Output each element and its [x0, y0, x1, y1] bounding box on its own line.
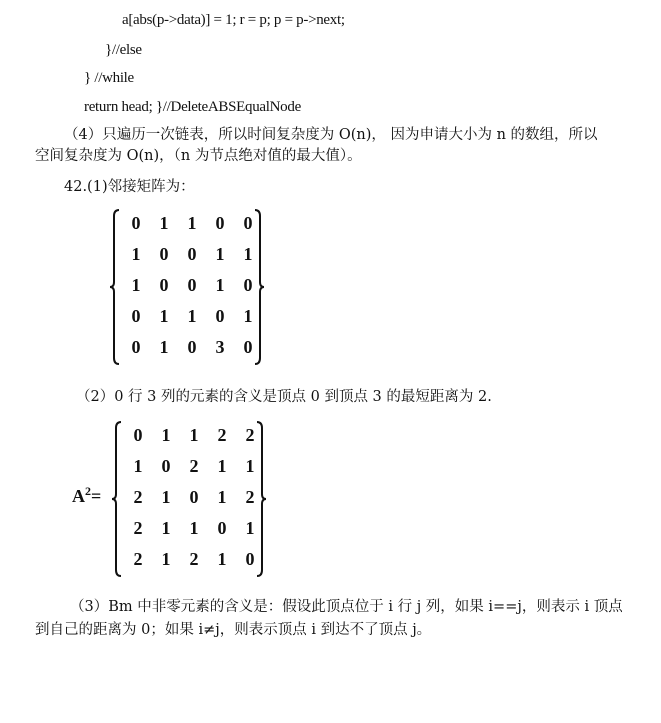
adjacency-matrix-cell-r1c3: 1 — [215, 244, 225, 264]
a-squared-matrix-cell-r0c1: 1 — [161, 425, 171, 445]
a-squared-matrix-cell-r1c2: 2 — [189, 456, 199, 476]
bm-meaning-paragraph-line2: 到自己的距离为 0；如果 i≠j，则表示顶点 i 到达不了顶点 j。 — [35, 622, 432, 638]
adjacency-matrix-cell-r3c4: 1 — [243, 306, 253, 326]
complexity-paragraph-line2: 空间复杂度为 O(n)，（n 为节点绝对值的最大值）。 — [35, 148, 362, 164]
element-meaning-paragraph: （2）0 行 3 列的元素的含义是顶点 0 到顶点 3 的最短距离为 2. — [76, 389, 492, 405]
a-squared-matrix-cell-r3c3: 0 — [217, 518, 227, 538]
a-squared-matrix — [112, 420, 266, 578]
a-squared-matrix-cell-r1c4: 1 — [245, 456, 255, 476]
a-squared-matrix-cell-r0c2: 1 — [189, 425, 199, 445]
adjacency-matrix-cell-r1c1: 0 — [159, 244, 169, 264]
question-42-heading: 42.(1)邻接矩阵为： — [64, 179, 195, 195]
adjacency-matrix-cell-r3c3: 0 — [215, 306, 225, 326]
adjacency-matrix-cell-r3c2: 1 — [187, 306, 197, 326]
a-squared-matrix-cell-r3c0: 2 — [133, 518, 143, 538]
a-squared-matrix-left-brace — [112, 422, 121, 576]
a-squared-label — [72, 484, 101, 507]
a-squared-base: A — [72, 486, 85, 506]
a-squared-matrix-cell-r2c4: 2 — [245, 487, 255, 507]
a-squared-matrix-cell-r4c4: 0 — [245, 549, 255, 569]
adjacency-matrix-cell-r4c1: 1 — [159, 337, 169, 357]
adjacency-matrix-cell-r0c4: 0 — [243, 213, 253, 233]
a-squared-matrix-cell-r0c4: 2 — [245, 425, 255, 445]
a-squared-matrix-cell-r2c3: 1 — [217, 487, 227, 507]
a-squared-matrix-cell-r4c2: 2 — [189, 549, 199, 569]
adjacency-matrix-cell-r2c2: 0 — [187, 275, 197, 295]
adjacency-matrix-cell-r4c2: 0 — [187, 337, 197, 357]
a-squared-matrix-cell-r0c0: 0 — [133, 425, 143, 445]
code-line-else-close: }//else — [105, 42, 142, 58]
adjacency-matrix-cell-r0c3: 0 — [215, 213, 225, 233]
adjacency-matrix-cell-r2c0: 1 — [131, 275, 141, 295]
adjacency-matrix-cell-r4c0: 0 — [131, 337, 141, 357]
adjacency-matrix-cell-r4c4: 0 — [243, 337, 253, 357]
adjacency-matrix-cell-r1c2: 0 — [187, 244, 197, 264]
adjacency-matrix-cell-r2c3: 1 — [215, 275, 225, 295]
adjacency-matrix-cell-r1c0: 1 — [131, 244, 141, 264]
a-squared-matrix-cell-r3c4: 1 — [245, 518, 255, 538]
a-squared-matrix-cell-r4c0: 2 — [133, 549, 143, 569]
a-squared-matrix-cell-r1c1: 0 — [161, 456, 171, 476]
a-squared-matrix-cell-r4c1: 1 — [161, 549, 171, 569]
a-squared-matrix-cell-r1c3: 1 — [217, 456, 227, 476]
code-line-return: return head; }//DeleteABSEqualNode — [84, 99, 301, 115]
complexity-paragraph-line1: （4）只遍历一次链表，所以时间复杂度为 O(n)， 因为申请大小为 n 的数组，所以 — [64, 127, 598, 143]
adjacency-matrix-left-brace — [110, 210, 119, 364]
a-squared-matrix-cell-r0c3: 2 — [217, 425, 227, 445]
a-squared-exponent: 2 — [85, 484, 91, 498]
a-squared-equals: = — [91, 486, 102, 506]
adjacency-matrix-cell-r2c1: 0 — [159, 275, 169, 295]
bm-meaning-paragraph-line1: （3）Bm 中非零元素的含义是：假设此顶点位于 i 行 j 列，如果 i==j，则表示 i 顶点 — [70, 599, 623, 615]
adjacency-matrix-cell-r1c4: 1 — [243, 244, 253, 264]
a-squared-matrix-cell-r1c0: 1 — [133, 456, 143, 476]
adjacency-matrix — [110, 208, 264, 366]
adjacency-matrix-cell-r0c0: 0 — [131, 213, 141, 233]
adjacency-matrix-cell-r0c2: 1 — [187, 213, 197, 233]
a-squared-matrix-cell-r4c3: 1 — [217, 549, 227, 569]
a-squared-matrix-cell-r2c2: 0 — [189, 487, 199, 507]
adjacency-matrix-cell-r3c0: 0 — [131, 306, 141, 326]
code-line-while-close: } //while — [84, 70, 134, 86]
code-line-assign: a[abs(p->data)] = 1; r = p; p = p->next; — [122, 12, 345, 28]
adjacency-matrix-cell-r0c1: 1 — [159, 213, 169, 233]
adjacency-matrix-cell-r4c3: 3 — [215, 337, 225, 357]
adjacency-matrix-cell-r2c4: 0 — [243, 275, 253, 295]
a-squared-matrix-cell-r2c1: 1 — [161, 487, 171, 507]
a-squared-matrix-cell-r2c0: 2 — [133, 487, 143, 507]
a-squared-matrix-cell-r3c2: 1 — [189, 518, 199, 538]
adjacency-matrix-cell-r3c1: 1 — [159, 306, 169, 326]
a-squared-matrix-cell-r3c1: 1 — [161, 518, 171, 538]
